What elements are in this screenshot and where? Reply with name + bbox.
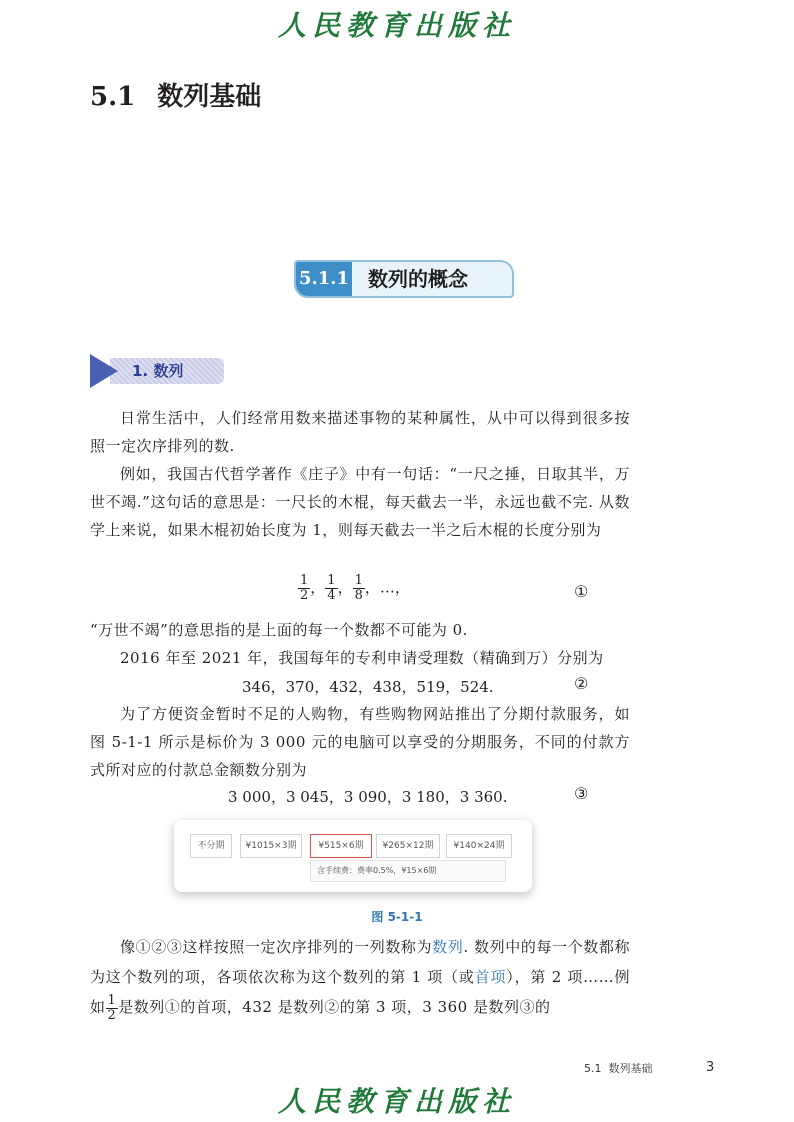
arrow-icon [90, 354, 118, 388]
figure-caption: 图 5-1-1 [371, 910, 423, 924]
section-number: 5.1.1 [296, 262, 352, 296]
fraction: $\frac{1}{2}$ [107, 992, 117, 1023]
equation-mark-1: ① [574, 582, 589, 601]
publisher-logo-top: 人民教育出版社 [277, 9, 516, 42]
footer-chapter: 5.1 数列基础 [584, 1062, 653, 1075]
paragraph-never-end: “万世不竭”的意思指的是上面的每一个数都不可能为 0. [90, 621, 468, 639]
section-banner [294, 260, 514, 298]
paragraph-zhuangzi: 例如，我国古代哲学著作《庄子》中有一句话：“一尺之捶，日取其半，万世不竭.”这句话的意思是：一尺长的木棍，每天截去一半，永远也截不完. 从数学上来说，如果木棍初始长度为 1，则每天截去一半之后木棍的长度分别为 [90, 465, 630, 539]
subsection-banner [90, 354, 226, 388]
keyword-first-term: 首项 [474, 968, 507, 986]
page-number: 3 [706, 1060, 715, 1075]
publisher-logo-bottom: 人民教育出版社 [277, 1085, 516, 1118]
paragraph-installments: 为了方便资金暂时不足的人购物，有些购物网站推出了分期付款服务，如图 5-1-1 所示是标价为 3 000 元的电脑可以享受的分期服务，不同的付款方式所对应的付款总金额数分别为 [90, 705, 630, 779]
installment-option[interactable]: 不分期 [190, 834, 232, 858]
sequence-2: 346，370，432，438，519，524. [242, 678, 494, 696]
chapter-number: 5.1 [90, 82, 136, 112]
fraction: $\frac{1}{4}$ [327, 573, 336, 603]
chapter-heading [90, 76, 261, 113]
installment-option[interactable]: ¥140×24期 [446, 834, 512, 858]
equation-mark-3: ③ [574, 784, 589, 803]
fraction: $\frac{1}{8}$ [354, 573, 363, 603]
keyword-sequence: 数列 [432, 938, 464, 956]
installment-option-selected[interactable]: ¥515×6期 [310, 834, 372, 858]
chapter-title: 数列基础 [157, 82, 262, 112]
sequence-1: $\frac{1}{2}$ ， $\frac{1}{4}$ ， $\frac{1}{8}$ ，…， [300, 573, 410, 603]
equation-mark-2: ② [574, 674, 589, 693]
paragraph-definition: 像①②③这样按照一定次序排列的一列数称为数列. 数列中的每一个数都称为这个数列的项，各项依次称为这个数列的第 1 项（或首项），第 2 项……例如 $\frac{1}{2}$ 是数列①的首项，432 是数列②的第 3 项，3 360 是数列③的 [90, 938, 630, 1023]
fraction: $\frac{1}{2}$ [300, 573, 309, 603]
subsection-label: 1. 数列 [132, 362, 184, 380]
paragraph-intro: 日常生活中，人们经常用数来描述事物的某种属性，从中可以得到很多按照一定次序排列的数. [90, 409, 630, 455]
section-title: 数列的概念 [368, 267, 468, 291]
paragraph-patents: 2016 年至 2021 年，我国每年的专利申请受理数（精确到万）分别为 [120, 649, 604, 667]
installment-option[interactable]: ¥265×12期 [376, 834, 440, 858]
fee-tooltip: 含手续费：费率0.5%，¥15×6期 [310, 860, 506, 882]
installment-figure [174, 820, 532, 892]
installment-option[interactable]: ¥1015×3期 [240, 834, 302, 858]
sequence-3: 3 000，3 045，3 090，3 180，3 360. [228, 788, 508, 806]
